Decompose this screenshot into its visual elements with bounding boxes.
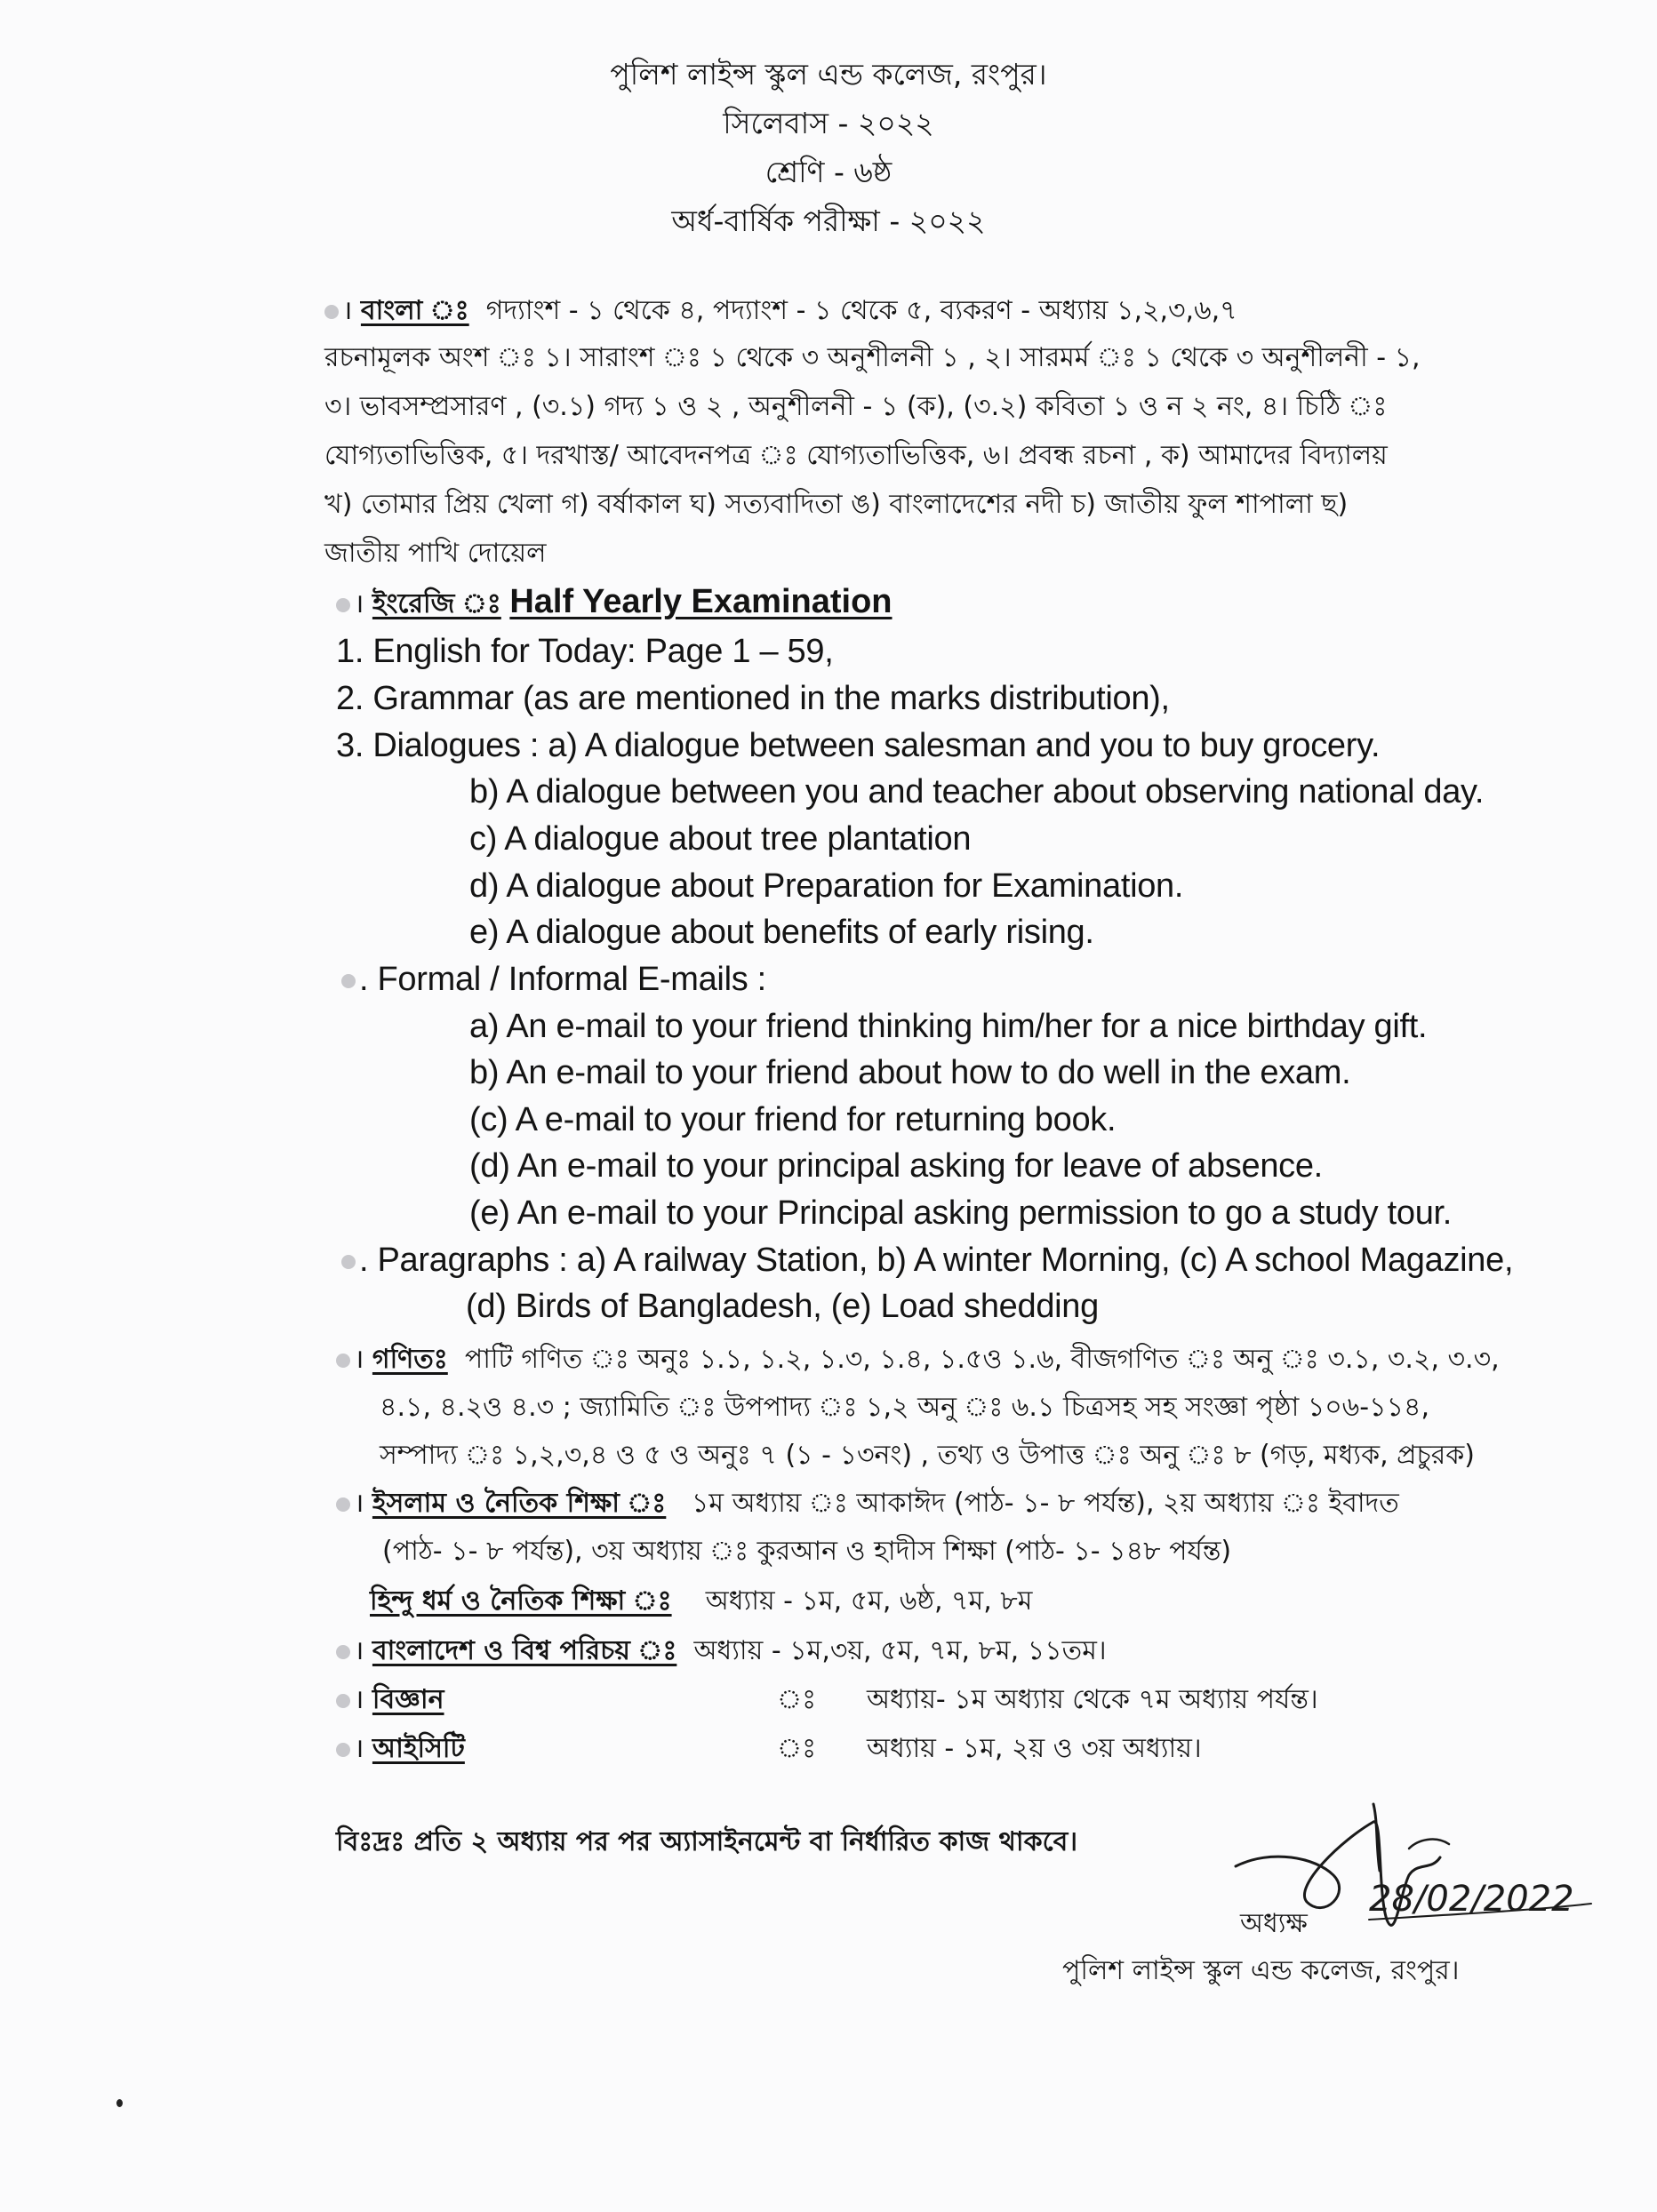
math-line-3: সম্পাদ্য ঃ ১,২,৩,৪ ও ৫ ও অনুঃ ৭ (১ - ১৩নং) , তথ্য ও উপাত্ত ঃ অনু ঃ ৮ (গড়, মধ্যক, প্রচুরক): [380, 1440, 1475, 1471]
paragraphs-line-2: (d) Birds of Bangladesh, (e) Load shedding: [466, 1288, 1099, 1325]
faded-numeral: [336, 1694, 350, 1708]
hindu-line: [370, 1579, 1032, 1625]
email-a: a) An e-mail to your friend thinking him/her for a nice birthday gift.: [469, 1008, 1428, 1045]
faded-numeral: [324, 305, 339, 319]
bangla-label: বাংলা ঃ: [360, 295, 469, 326]
ict-label: আইসিটি: [372, 1733, 465, 1764]
science-label: বিজ্ঞান: [372, 1684, 444, 1715]
paragraphs-text-1: . Paragraphs : a) A railway Station, b) A winter Morning, (c) A school Magazine,: [359, 1242, 1514, 1279]
faded-numeral: [336, 1743, 350, 1757]
email-c: (c) A e-mail to your friend for returning book.: [469, 1101, 1117, 1138]
bangla-line-5: খ) তোমার প্রিয় খেলা গ) বর্ষাকাল ঘ) সত্যবাদিতা ঙ) বাংলাদেশের নদী চ) জাতীয় ফুল শাপালা ছ): [324, 489, 1349, 520]
emails-heading: [341, 961, 766, 999]
science-line: । বিজ্ঞান: [336, 1678, 444, 1723]
footer-institution: পুলিশ লাইন্স স্কুল এন্ড কলেজ, রংপুর।: [1062, 1955, 1460, 1986]
faded-numeral: [336, 1497, 350, 1512]
ict-colon: ঃ: [777, 1733, 817, 1764]
bangla-line-4: যোগ্যতাভিত্তিক, ৫। দরখাস্ত/ আবেদনপত্র ঃ যোগ্যতাভিত্তিক, ৬। প্রবন্ধ রচনা , ক) আমাদের বিদ্যালয়: [324, 440, 1388, 471]
bgs-syllabus: অধ্যায় - ১ম,৩য়, ৫ম, ৭ম, ৮ম, ১১তম।: [693, 1635, 1107, 1666]
paragraphs-line-1: [341, 1242, 1513, 1280]
dialogue-d: d) A dialogue about Preparation for Examination.: [469, 867, 1184, 905]
english-exam-title: Half Yearly Examination: [509, 583, 893, 620]
dialogue-c: c) A dialogue about tree plantation: [469, 820, 972, 858]
faded-numeral: [336, 598, 350, 612]
english-item-3: 3. Dialogues : a) A dialogue between salesman and you to buy grocery.: [336, 727, 1381, 764]
class-name: শ্রেণি - ৬ষ্ঠ: [764, 155, 893, 189]
islam-line-2: (পাঠ- ১- ৮ পর্যন্ত), ৩য় অধ্যায় ঃ কুরআন ও হাদীস শিক্ষা (পাঠ- ১- ১৪৮ পর্যন্ত): [382, 1536, 1232, 1567]
bgs-label: বাংলাদেশ ও বিশ্ব পরিচয় ঃ: [372, 1635, 677, 1666]
principal-designation: অধ্যক্ষ: [1240, 1908, 1308, 1939]
faded-numeral: [341, 974, 356, 988]
faded-numeral: [336, 1645, 350, 1659]
syllabus-year: সিলেবাস - ২০২২: [723, 106, 934, 140]
ink-speck: [116, 2099, 123, 2107]
dialogue-e: e) A dialogue about benefits of early rising.: [469, 914, 1094, 951]
bgs-line: । বাংলাদেশ ও বিশ্ব পরিচয় ঃ অধ্যায় - ১ম,৩য়, ৫ম, ৭ম, ৮ম, ১১তম।: [336, 1629, 1107, 1674]
english-heading: । ইংরেজি ঃ Half Yearly Examination: [336, 582, 893, 627]
email-e: (e) An e-mail to your Principal asking permission to go a study tour.: [469, 1194, 1453, 1232]
islam-label: ইসলাম ও নৈতিক শিক্ষা ঃ: [372, 1488, 667, 1519]
assignment-note: বিঃদ্রঃ প্রতি ২ অধ্যায় পর পর অ্যাসাইনমেন্ট বা নির্ধারিত কাজ থাকবে।: [336, 1826, 1078, 1857]
emails-heading-text: . Formal / Informal E-mails :: [359, 961, 766, 998]
math-line-1: । গণিতঃ পাটি গণিত ঃ অনুঃ ১.১, ১.২, ১.৩, ১.৪, ১.৫ও ১.৬, বীজগণিত ঃ অনু ঃ ৩.১, ৩.২, ৩.৩,: [336, 1338, 1500, 1383]
ict-syllabus: অধ্যায় - ১ম, ২য় ও ৩য় অধ্যায়।: [867, 1733, 1202, 1764]
hindu-label: হিন্দু ধর্ম ও নৈতিক শিক্ষা ঃ: [370, 1585, 672, 1617]
hindu-syllabus: অধ্যায় - ১ম, ৫ম, ৬ষ্ঠ, ৭ম, ৮ম: [705, 1585, 1033, 1617]
exam-name: অর্ধ-বার্ষিক পরীক্ষা - ২০২২: [671, 204, 986, 238]
english-item-2: 2. Grammar (as are mentioned in the marks distribution),: [336, 680, 1170, 717]
school-name-header: পুলিশ লাইন্স স্কুল এন্ড কলেজ, রংপুর।: [610, 57, 1047, 92]
faded-numeral: [336, 1354, 350, 1368]
islam-syllabus-1: ১ম অধ্যায় ঃ আকাঈদ (পাঠ- ১- ৮ পর্যন্ত), ২য় অধ্যায় ঃ ইবাদত: [691, 1488, 1399, 1519]
bangla-line-3: ৩। ভাবসম্প্রসারণ , (৩.১) গদ্য ১ ও ২ , অনুশীলনী - ১ (ক), (৩.২) কবিতা ১ ও ন ২ নং, ৪। চিঠি ঃ: [324, 391, 1388, 422]
math-syllabus-1: পাটি গণিত ঃ অনুঃ ১.১, ১.২, ১.৩, ১.৪, ১.৫ও ১.৬, বীজগণিত ঃ অনু ঃ ৩.১, ৩.২, ৩.৩,: [464, 1344, 1500, 1375]
math-line-2: ৪.১, ৪.২ও ৪.৩ ; জ্যামিতি ঃ উপপাদ্য ঃ ১,২ অনু ঃ ৬.১ চিত্রসহ সহ সংজ্ঞা পৃষ্ঠা ১০৬-১১৪,: [380, 1392, 1430, 1423]
english-item-1: 1. English for Today: Page 1 – 59,: [336, 633, 834, 670]
faded-numeral: [341, 1255, 356, 1269]
email-b: b) An e-mail to your friend about how to do well in the exam.: [469, 1054, 1351, 1091]
dialogue-b: b) A dialogue between you and teacher about observing national day.: [469, 773, 1485, 811]
bangla-line-1: । বাংলা ঃ গদ্যাংশ - ১ থেকে ৪, পদ্যাংশ - ১ থেকে ৫, ব্যকরণ - অধ্যায় ১,২,৩,৬,৭: [324, 289, 1237, 334]
bangla-line-2: রচনামূলক অংশ ঃ ১। সারাংশ ঃ ১ থেকে ৩ অনুশীলনী ১ , ২। সারমর্ম ঃ ১ থেকে ৩ অনুশীলনী - ১,: [324, 342, 1421, 373]
science-colon: ঃ: [777, 1684, 817, 1715]
science-syllabus: অধ্যায়- ১ম অধ্যায় থেকে ৭ম অধ্যায় পর্যন্ত।: [867, 1684, 1318, 1715]
islam-line-1: । ইসলাম ও নৈতিক শিক্ষা ঃ ১ম অধ্যায় ঃ আকাঈদ (পাঠ- ১- ৮ পর্যন্ত), ২য় অধ্যায় ঃ ইবাদত: [336, 1481, 1399, 1527]
bangla-line-6: জাতীয় পাখি দোয়েল: [324, 538, 547, 569]
svg-text:28/02/2022: 28/02/2022: [1369, 1879, 1574, 1920]
math-label: গণিতঃ: [372, 1344, 448, 1375]
english-label: ইংরেজি ঃ: [372, 588, 501, 619]
bangla-syllabus-1: গদ্যাংশ - ১ থেকে ৪, পদ্যাংশ - ১ থেকে ৫, ব্যকরণ - অধ্যায় ১,২,৩,৬,৭: [485, 295, 1237, 326]
ict-line: । আইসিটি: [336, 1727, 465, 1772]
email-d: (d) An e-mail to your principal asking for leave of absence.: [469, 1147, 1323, 1185]
